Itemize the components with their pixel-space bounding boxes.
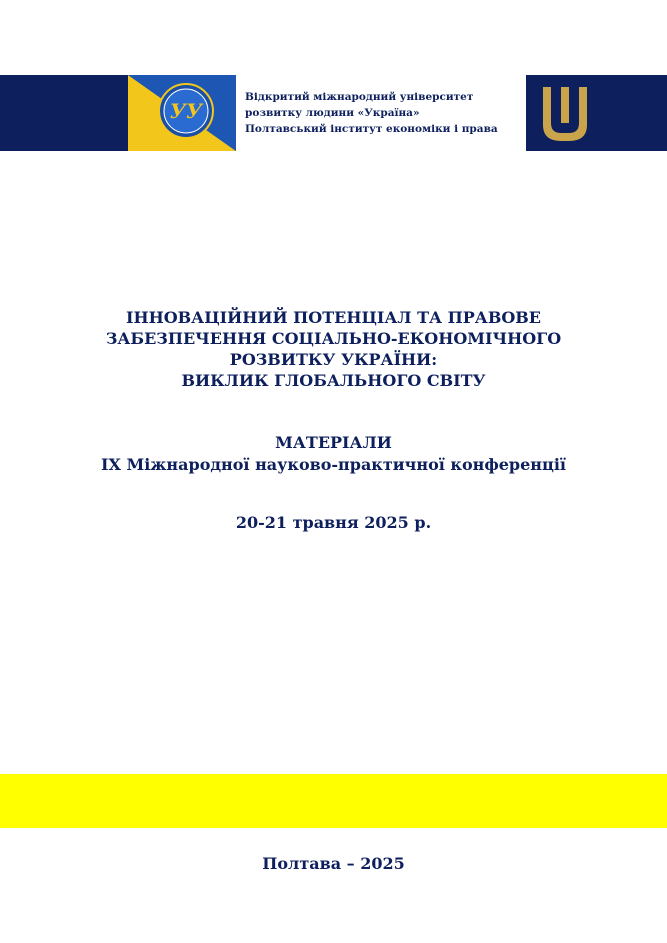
title-line-3: РОЗВИТКУ УКРАЇНИ: (229, 350, 438, 369)
institution-name-line-2: розвитку людини «Україна» (245, 107, 420, 119)
university-ukraina-logo-icon (128, 75, 236, 151)
left-logo-text: УУ (169, 99, 203, 123)
title-line-2: ЗАБЕЗПЕЧЕННЯ СОЦІАЛЬНО-ЕКОНОМІЧНОГО (105, 329, 562, 348)
conference-dates: 20-21 травня 2025 р. (235, 513, 432, 532)
header-band (0, 75, 667, 151)
institution-names (236, 75, 526, 151)
title-line-4: ВИКЛИК ГЛОБАЛЬНОГО СВІТУ (181, 371, 486, 390)
conference-title (0, 307, 667, 391)
materials-heading: МАТЕРІАЛИ (275, 433, 392, 452)
place-and-year: Полтава – 2025 (262, 854, 405, 873)
conference-subtitle: IX Міжнародної науково-практичної конференції (101, 455, 566, 474)
institution-name-line-3: Полтавський інститут економіки і права (245, 123, 498, 135)
yellow-band (0, 774, 667, 828)
title-line-1: ІННОВАЦІЙНИЙ ПОТЕНЦІАЛ ТА ПРАВОВЕ (125, 308, 541, 327)
poltava-institute-logo-icon (527, 75, 603, 151)
materials-block (0, 432, 667, 476)
right-logo-text: Ш (564, 147, 566, 148)
institution-name-line-1: Відкритий міжнародний університет (245, 91, 474, 103)
